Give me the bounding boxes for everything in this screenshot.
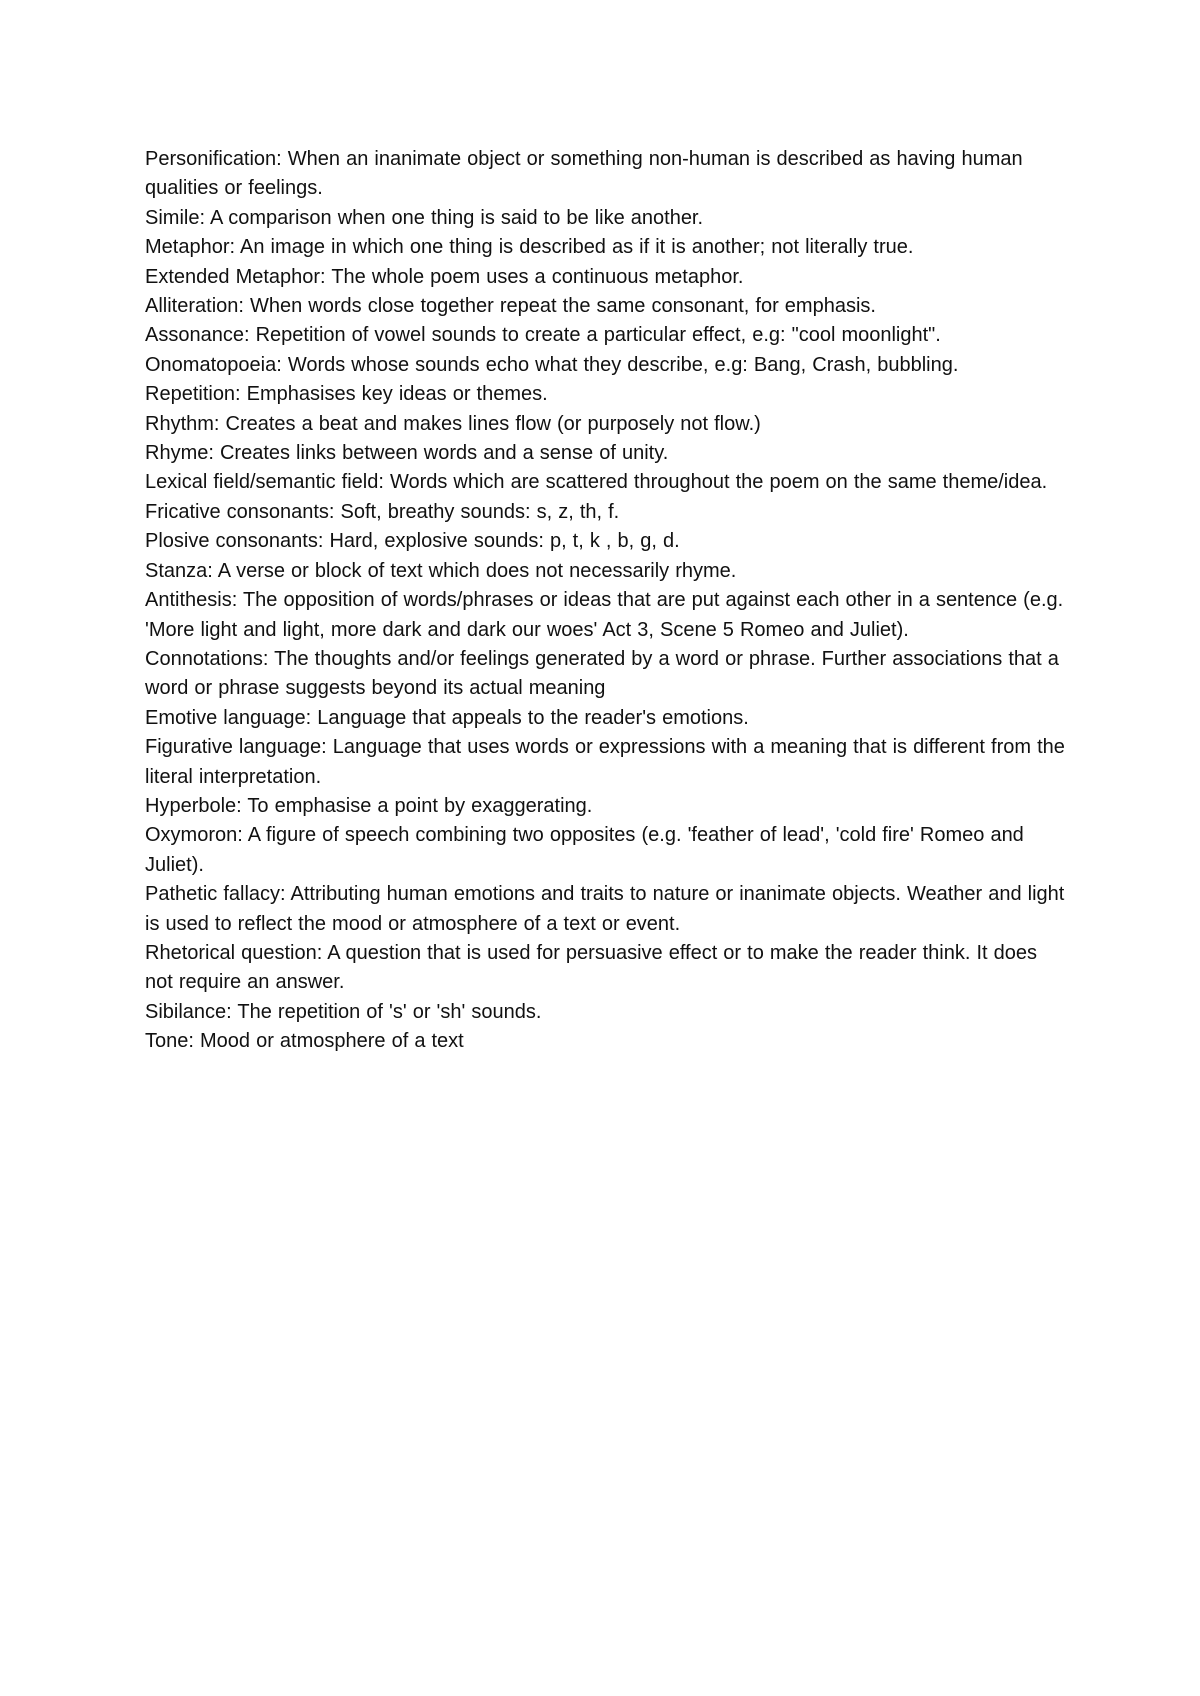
glossary-entry-repetition: Repetition: Emphasises key ideas or themes. bbox=[145, 383, 548, 406]
glossary-entry-stanza: Stanza: A verse or block of text which does not necessarily rhyme. bbox=[145, 559, 737, 582]
glossary-entry-figurative-language: Figurative language: Language that uses words or expressions with a meaning that is different from the literal interpretation. bbox=[145, 736, 1071, 788]
glossary-entry-rhetorical-question: Rhetorical question: A question that is used for persuasive effect or to make the reader think. It does not require an answer. bbox=[145, 941, 1044, 994]
glossary-text bbox=[145, 145, 1070, 1057]
glossary-entry-hyperbole: Hyperbole: To emphasise a point by exaggerating. bbox=[145, 794, 593, 817]
glossary-entry-connotations: Connotations: The thoughts and/or feelings generated by a word or phrase. Further associations that a word or phrase suggests beyond its actual meaning bbox=[145, 647, 1065, 700]
glossary-entry-plosive-consonants: Plosive consonants: Hard, explosive sounds: p, t, k , b, g, d. bbox=[145, 530, 680, 553]
glossary-entry-fricative-consonants: Fricative consonants: Soft, breathy sounds: s, z, th, f. bbox=[145, 500, 620, 523]
glossary-entry-metaphor: Metaphor: An image in which one thing is described as if it is another; not literally true. bbox=[145, 236, 914, 259]
glossary-entry-pathetic-fallacy: Pathetic fallacy: Attributing human emotions and traits to nature or inanimate objects. Weather and light is used to reflect the mood or atmosphere of a text or event. bbox=[145, 883, 1071, 935]
glossary-entry-extended-metaphor: Extended Metaphor: The whole poem uses a continuous metaphor. bbox=[145, 265, 744, 288]
glossary-entry-antithesis: Antithesis: The opposition of words/phrases or ideas that are put against each other in a sentence (e.g. 'More light and light, more dark and dark our woes' Act 3, Scene 5 Romeo and Juliet). bbox=[145, 589, 1070, 641]
glossary-entry-rhyme: Rhyme: Creates links between words and a sense of unity. bbox=[145, 442, 669, 465]
glossary-entry-tone: Tone: Mood or atmosphere of a text bbox=[145, 1030, 464, 1053]
glossary-entry-oxymoron: Oxymoron: A figure of speech combining two opposites (e.g. 'feather of lead', 'cold fire' Romeo and Juliet). bbox=[145, 824, 1030, 876]
glossary-entry-sibilance: Sibilance: The repetition of 's' or 'sh' sounds. bbox=[145, 1000, 542, 1023]
glossary-entry-onomatopoeia: Onomatopoeia: Words whose sounds echo what they describe, e.g: Bang, Crash, bubbling. bbox=[145, 353, 959, 376]
glossary-entry-lexical-field: Lexical field/semantic field: Words which are scattered throughout the poem on the same theme/idea. bbox=[145, 471, 1048, 494]
glossary-entry-emotive-language: Emotive language: Language that appeals to the reader's emotions. bbox=[145, 706, 749, 729]
glossary-entry-assonance: Assonance: Repetition of vowel sounds to create a particular effect, e.g: "cool moonlight". bbox=[145, 324, 941, 347]
glossary-entry-rhythm: Rhythm: Creates a beat and makes lines flow (or purposely not flow.) bbox=[145, 412, 761, 435]
glossary-entry-personification: Personification: When an inanimate object or something non-human is described as having human qualities or feelings. bbox=[145, 148, 1029, 200]
glossary-entry-alliteration: Alliteration: When words close together repeat the same consonant, for emphasis. bbox=[145, 295, 876, 318]
glossary-entry-simile: Simile: A comparison when one thing is said to be like another. bbox=[145, 206, 704, 229]
